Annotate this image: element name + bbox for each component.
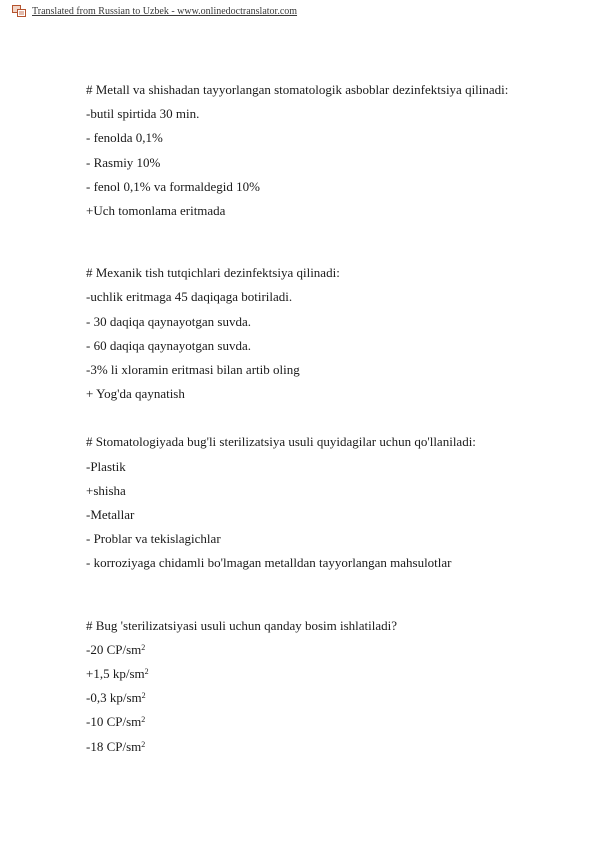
answer-option: [86, 638, 566, 662]
unit-superscript: 2: [144, 667, 149, 677]
answer-option: -Metallar: [86, 507, 135, 523]
answer-option-text: -0,3 kp/sm: [86, 690, 142, 706]
unit-superscript: 2: [141, 715, 146, 725]
question-text: # Bug 'sterilizatsiyasi usuli uchun qanday bosim ishlatiladi?: [86, 617, 398, 633]
unit-superscript: 2: [141, 691, 146, 701]
answer-option-text: -18 CP/sm: [86, 738, 142, 754]
answer-option: - korroziyaga chidamli bo'lmagan metalldan tayyorlangan mahsulotlar: [86, 555, 452, 571]
answer-option: [86, 710, 566, 734]
answer-option: +shisha: [86, 482, 126, 498]
answer-option: + Yog'da qaynatish: [86, 386, 185, 402]
answer-option: -butil spirtida 30 min.: [86, 106, 200, 122]
answer-option: - Rasmiy 10%: [86, 154, 161, 170]
answer-option: -3% li xloramin eritmasi bilan artib oling: [86, 362, 300, 378]
translate-icon: [12, 5, 26, 17]
answer-option: - 30 daqiqa qaynayotgan suvda.: [86, 313, 251, 329]
answer-option: -Plastik: [86, 458, 126, 474]
answer-option: +Uch tomonlama eritmada: [86, 203, 226, 219]
answer-option: [86, 662, 566, 686]
question-text: # Stomatologiyada bug'li sterilizatsiya usuli quyidagilar uchun qo'llaniladi:: [86, 434, 476, 450]
question-text: # Metall va shishadan tayyorlangan stomatologik asboblar dezinfektsiya qilinadi:: [86, 82, 509, 97]
answer-option: -uchlik eritmaga 45 daqiqaga botiriladi.: [86, 289, 293, 305]
question-text: # Mexanik tish tutqichlari dezinfektsiya qilinadi:: [86, 265, 340, 281]
answer-option: - 60 daqiqa qaynayotgan suvda.: [86, 337, 251, 353]
answer-option-text: -10 CP/sm: [86, 714, 142, 730]
document-body: [86, 78, 566, 759]
answer-option: - fenolda 0,1%: [86, 130, 163, 146]
answer-option-text: -20 CP/sm: [86, 641, 142, 657]
answer-option: - Problar va tekislagichlar: [86, 531, 221, 547]
translation-source-link[interactable]: Translated from Russian to Uzbek - www.onlinedoctranslator.com: [32, 5, 298, 17]
answer-option: [86, 686, 566, 710]
question-block: [86, 430, 566, 575]
unit-superscript: 2: [141, 739, 146, 749]
translation-banner: [12, 3, 297, 19]
unit-superscript: 2: [141, 642, 146, 652]
answer-option: [86, 735, 566, 759]
question-block: [86, 261, 566, 406]
question-block: [86, 78, 566, 223]
answer-option: - fenol 0,1% va formaldegid 10%: [86, 178, 261, 194]
answer-option-text: +1,5 kp/sm: [86, 666, 145, 682]
question-block: [86, 614, 566, 759]
